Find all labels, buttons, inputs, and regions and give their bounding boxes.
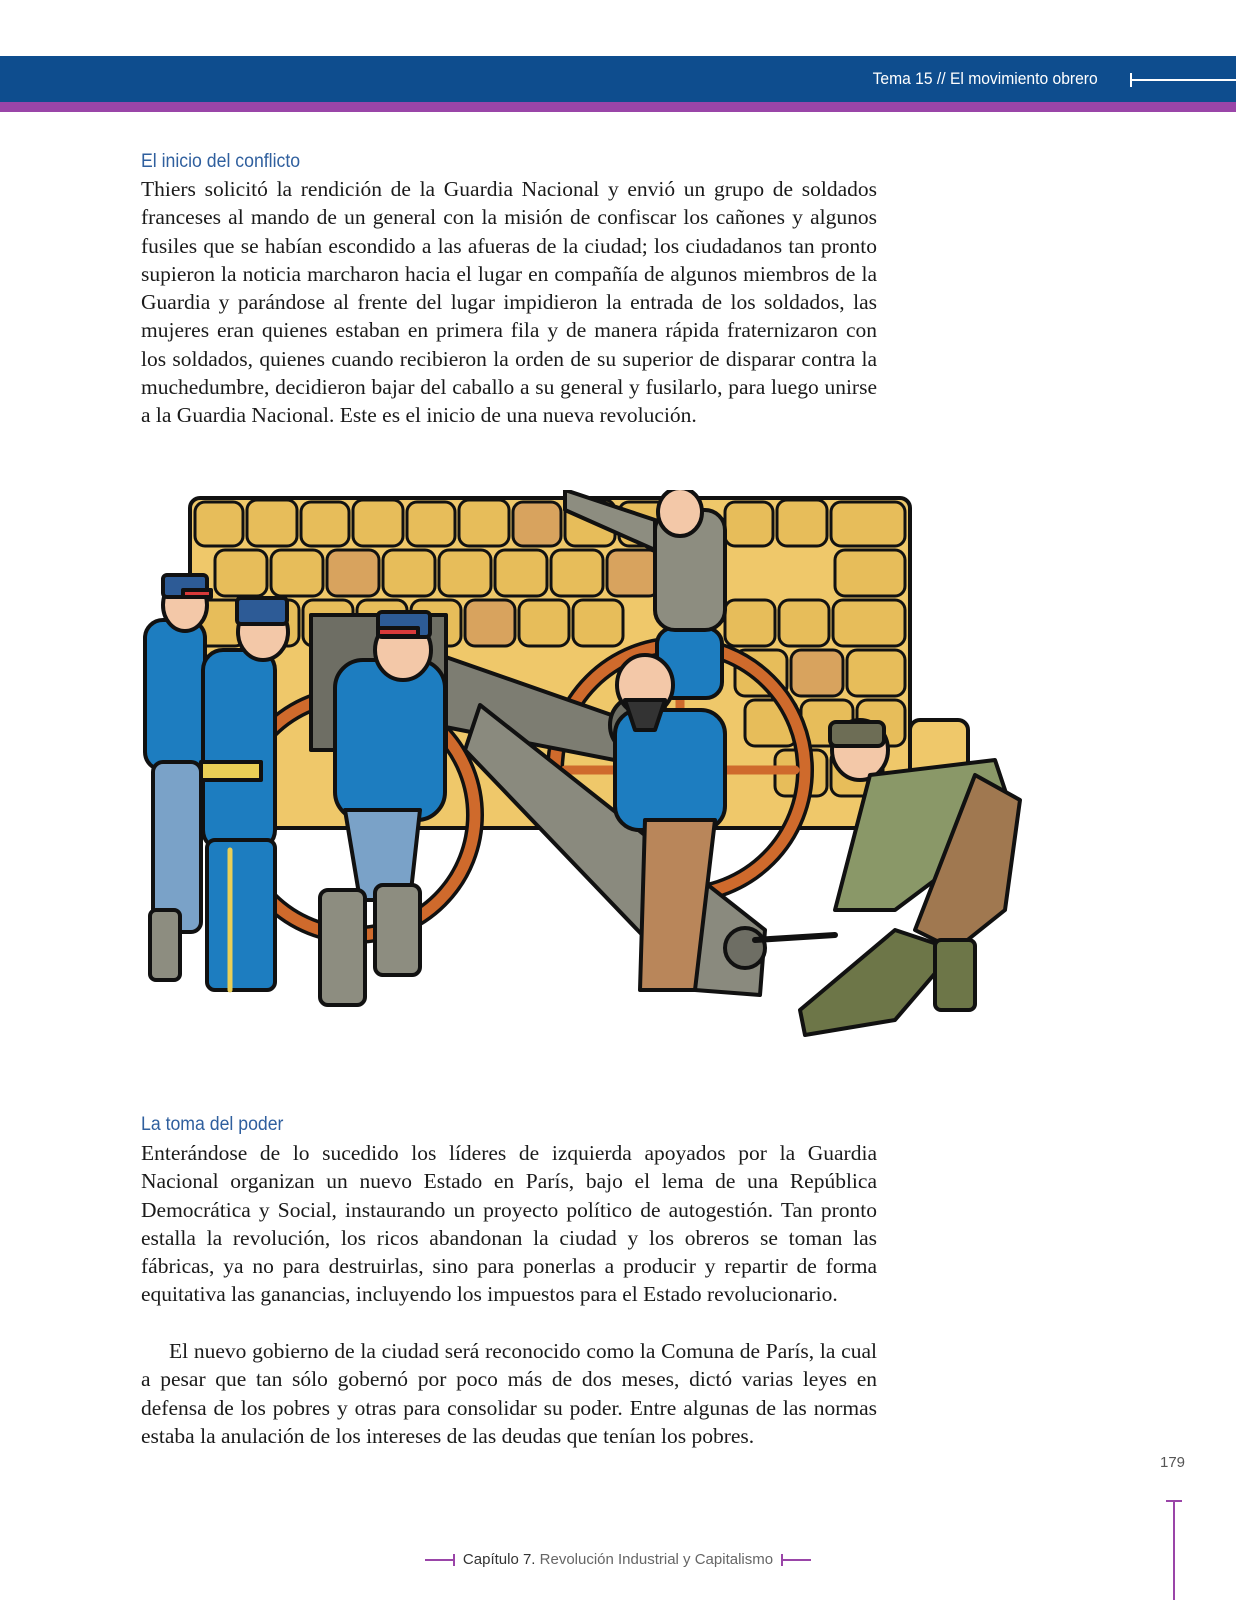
- footer-bar-right: [781, 1559, 811, 1561]
- paragraph-toma-poder-1: Enterándose de lo sucedido los líderes de izquierda apoyados por la Guardia Nacional organizan un nuevo Estado en París, bajo el lema de una República Democrática y Social, instaurando un proyecto político de autogestión. Tan pronto estalla la revolución, los ricos abandonan la ciudad y los obreros se toman las fábricas, ya no para destruirlas, sino para ponerlas a producir y repartir de forma equitativa las ganancias, incluyendo los impuestos para el Estado revolucionario.: [141, 1141, 877, 1307]
- page-number: 179: [1160, 1454, 1186, 1471]
- footer-chapter-title: Revolución Industrial y Capitalismo: [539, 1551, 774, 1568]
- section-heading-inicio: El inicio del conflicto: [141, 151, 301, 172]
- soldiers-cannon-illustration: [135, 490, 1050, 1065]
- footer-chapter: Capítulo 7.: [462, 1551, 536, 1568]
- section-heading-toma-poder: La toma del poder: [141, 1114, 284, 1135]
- header-title: Tema 15 // El movimiento obrero: [872, 69, 1098, 88]
- paragraph-inicio: Thiers solicitó la rendición de la Guardia Nacional y envió un grupo de soldados franceses al mando de un general con la misión de confiscar los cañones y algunos fusiles que se habían escondido a las afueras de la ciudad; los ciudadanos tan pronto supieron la noticia marcharon hacia el lugar en compañía de algunos miembros de la Guardia y parándose al frente del lugar impidieron la entrada de los soldados, las mujeres eran quienes estaban en primera fila y de manera rápida fraternizaron con los soldados, quienes cuando recibieron la orden de su superior de disparar contra la muchedumbre, decidieron bajar del caballo a su general y fusilarlo, para luego unirse a la Guardia Nacional. Este es el inicio de una nueva revolución.: [141, 177, 877, 428]
- footer: [0, 1550, 1236, 1570]
- header-stripe: [0, 102, 1236, 112]
- header-rule: [1130, 79, 1236, 81]
- paragraph-toma-poder-2: El nuevo gobierno de la ciudad será reconocido como la Comuna de París, la cual a pesar que tan sólo gobernó por poco más de dos meses, dictó varias leyes en defensa de los pobres y otras para consolidar su poder. Entre algunas de las normas estaba la anulación de los intereses de las deudas que tenían los pobres.: [141, 1339, 877, 1448]
- footer-bar-left: [425, 1559, 455, 1561]
